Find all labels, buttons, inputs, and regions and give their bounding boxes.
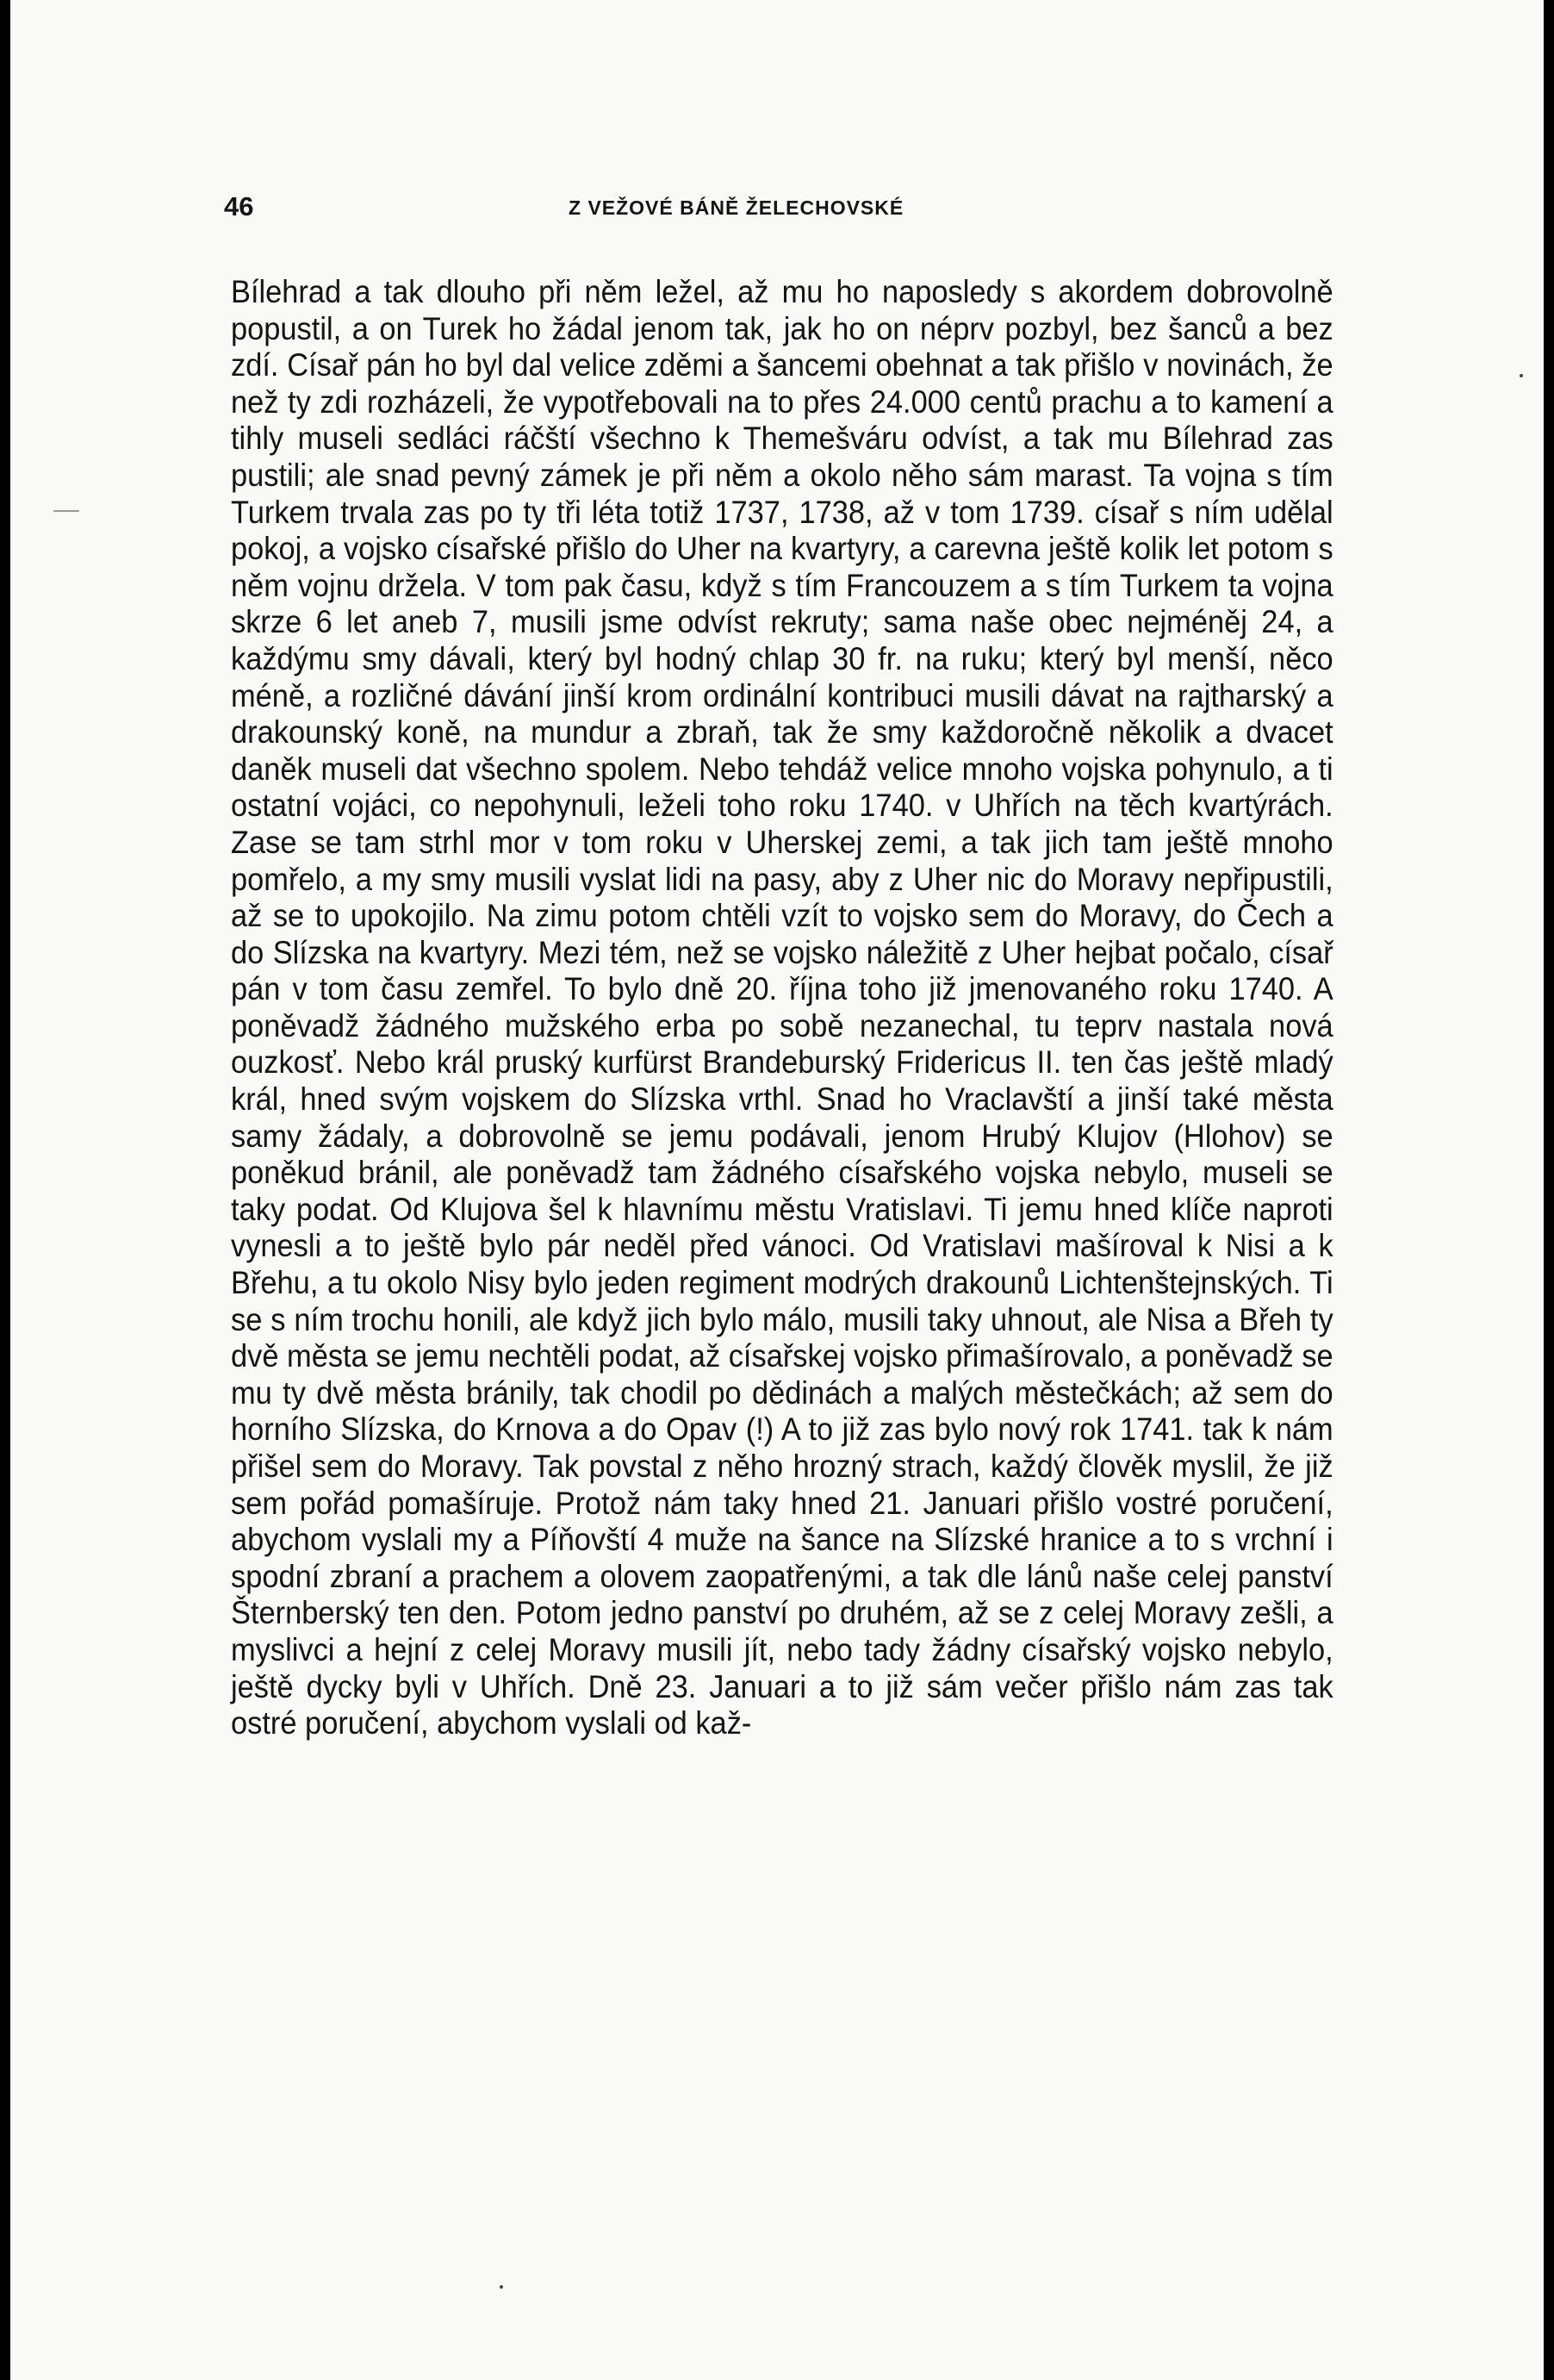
body-text: Bílehrad a tak dlouho při něm ležel, až mu ho naposledy s akordem dobrovolně popustil, a on Turek ho žádal jenom tak, jak ho on néprv pozbyl, bez šanců a bez zdí. Císař pán ho byl dal velice zděmi a šancemi obehnat a tak přišlo v novinách, že než ty zdi rozházeli, že vypotřebovali na to přes 24.000 centů prachu a to kamení a tihly museli sedláci ráčští všechno k Themešváru odvíst, a tak mu Bílehrad zas pustili; ale snad pevný zámek je při něm a okolo něho sám marast. Ta vojna s tím Turkem trvala zas po ty tři léta totiž 1737, 1738, až v tom 1739. císař s ním udělal pokoj, a vojsko císařské přišlo do Uher na kvartyry, a carevna ještě kolik let potom s něm vojnu držela. V tom pak času, když s tím Francouzem a s tím Turkem ta vojna skrze 6 let aneb 7, musili jsme odvíst rekruty; sama naše obec nejméněj 24, a každýmu smy dávali, který byl hodný chlap 30 fr. na ruku; který byl menší, něco méně, a rozličné dávání jinší krom ordinální kontribuci musili dávat na rajtharský a drakounský koně, na mundur a zbraň, tak že smy každoročně několik a dvacet daněk museli dat všechno spolem. Nebo tehdáž velice mnoho vojska pohynulo, a ti ostatní vojáci, co nepohynuli, leželi toho roku 1740. v Uhřích na těch kvartýrách. Zase se tam strhl mor v tom roku v Uherskej zemi, a tak jich tam ještě mnoho pomřelo, a my smy musili vyslat lidi na pasy, aby z Uher nic do Moravy nepřipustili, až se to upokojilo. Na zimu potom chtěli vzít to vojsko sem do Moravy, do Čech a do Slízska na kvartyry. Mezi tém, než se vojsko náležitě z Uher hejbat počalo, císař pán v tom času zemřel. To bylo dně 20. října toho již jmenovaného roku 1740. A poněvadž žádného mužského erba po sobě nezanechal, tu teprv nastala nová ouzkosť. Nebo král pruský kurfürst Brandeburský Fridericus II. ten čas ještě mladý král, hned svým vojskem do Slízska vrthl. Snad ho Vraclavští a jinší také města samy žádaly, a dobrovolně se jemu podávali, jenom Hrubý Klujov (Hlohov) se poněkud bránil, ale poněvadž tam žádného císařského vojska nebylo, museli se taky podat. Od Klujova šel k hlavnímu městu Vratislavi. Ti jemu hned klíče naproti vynesli a to ještě bylo pár neděl před vánoci. Od Vratislavi mašíroval k Nisi a k Břehu, a tu okolo Nisy bylo jeden regiment modrých drakounů Lichtenštejnských. Ti se s ním trochu honili, ale když jich bylo málo, musili taky uhnout, ale Nisa a Břeh ty dvě města se jemu nechtěli podat, až císařskej vojsko přimašírovalo, a poněvadž se mu ty dvě města bránily, tak chodil po dědinách a malých městečkách; až sem do horního Slízska, do Krnova a do Opav (!) A to již zas bylo nový rok 1741. tak k nám přišel sem do Moravy. Tak povstal z něho hrozný strach, každý člověk myslil, že již sem pořád pomašíruje. Protož nám taky hned 21. Januari přišlo vostré poručení, abychom vyslali my a Píňovští 4 muže na šance na Slízské hranice a to s vrchní i spodní zbraní a prachem a olovem zaopatřenými, a tak dle lánů naše celej panství Šternberský ten den. Potom jedno panství po druhém, až se z celej Moravy zešli, a myslivci a hejní z celej Moravy musili jít, nebo tady žádny císařský vojsko nebylo, ještě dycky byli v Uhřích. Dně 23. Januari a to již sám večer přišlo nám zas tak ostré poručení, abychom vyslali od kaž- [231,274,1333,1741]
print-speck [53,510,79,512]
running-title: Z VEŽOVÉ BÁNĚ ŽELECHOVSKÉ [569,196,904,219]
book-page [10,0,1544,2380]
page-header [224,191,1344,226]
page-number: 46 [224,191,254,221]
print-speck [1520,374,1523,377]
print-speck [500,2285,503,2289]
